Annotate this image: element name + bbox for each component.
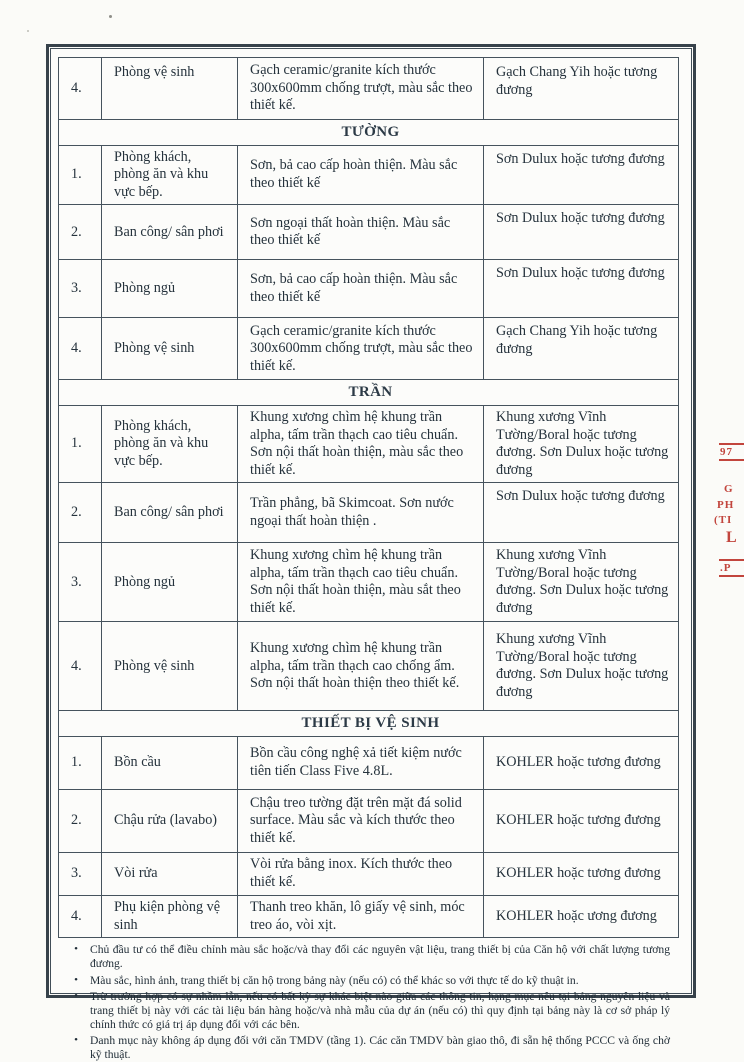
row-number-cell: 4.: [59, 58, 102, 120]
spec-cell: Chậu treo tường đặt trên mặt đá solid surface. Màu sắc và kích thước theo thiết kế.: [238, 790, 484, 853]
room-cell: Bồn cầu: [102, 737, 238, 790]
spec-cell: Sơn, bả cao cấp hoàn thiện. Màu sắc theo thiết kế: [238, 260, 484, 318]
row-number-cell: 1.: [59, 406, 102, 483]
table-row: [59, 622, 679, 711]
stamp-fragment: PH: [717, 499, 735, 511]
table-row: [59, 737, 679, 790]
table-row: [59, 145, 679, 205]
row-number-cell: 2.: [59, 205, 102, 260]
row-number-cell: 4.: [59, 622, 102, 711]
bullet-icon: •: [74, 989, 78, 1002]
table-row: [59, 896, 679, 938]
row-number-cell: 4.: [59, 896, 102, 938]
spec-cell: Khung xương chìm hệ khung trần alpha, tấm trần thạch cao chống ẩm. Sơn nội thất hoàn thiện theo thiết kế.: [238, 622, 484, 711]
table-row: [59, 58, 679, 120]
brand-cell: KOHLER hoặc tương đương: [484, 853, 679, 896]
table-row: [59, 543, 679, 622]
spec-cell: Khung xương chìm hệ khung trần alpha, tấm trần thạch cao tiêu chuẩn. Sơn nội thất hoàn thiện, màu sắt theo thiết kế.: [238, 543, 484, 622]
spec-table: [58, 57, 679, 938]
spec-cell: Gạch ceramic/granite kích thước 300x600mm chống trượt, màu sắc theo thiết kế.: [238, 318, 484, 380]
section-title: THIẾT BỊ VỆ SINH: [59, 711, 679, 737]
section-header-row: [59, 120, 679, 146]
footnote-item: [62, 990, 674, 1032]
brand-cell: KOHLER hoặc tương đương: [484, 790, 679, 853]
section-title: TRẦN: [59, 380, 679, 406]
room-cell: Ban công/ sân phơi: [102, 483, 238, 543]
room-cell: Phòng ngủ: [102, 260, 238, 318]
footnotes: [62, 943, 674, 1062]
room-cell: Phụ kiện phòng vệ sinh: [102, 896, 238, 938]
section-header-row: [59, 711, 679, 737]
spec-cell: Vòi rửa bằng inox. Kích thước theo thiết kế.: [238, 853, 484, 896]
table-row: [59, 318, 679, 380]
room-cell: Vòi rửa: [102, 853, 238, 896]
table-row: [59, 260, 679, 318]
brand-cell: Sơn Dulux hoặc tương đương: [484, 483, 679, 543]
stamp-fragment: L: [726, 529, 737, 546]
bullet-icon: •: [74, 973, 78, 986]
brand-cell: Gạch Chang Yih hoặc tương đương: [484, 58, 679, 120]
spec-cell: Thanh treo khăn, lô giấy vệ sinh, móc treo áo, vòi xịt.: [238, 896, 484, 938]
row-number-cell: 3.: [59, 543, 102, 622]
stamp-fragment: .P: [719, 559, 744, 577]
brand-cell: KOHLER hoặc tương đương: [484, 737, 679, 790]
row-number-cell: 1.: [59, 145, 102, 205]
scan-speck: [109, 15, 112, 18]
brand-cell: Sơn Dulux hoặc tương đương: [484, 145, 679, 205]
room-cell: Ban công/ sân phơi: [102, 205, 238, 260]
bullet-icon: •: [74, 943, 78, 956]
footnote-text: Chủ đầu tư có thể điều chỉnh màu sắc hoặc/và thay đổi các nguyên vật liệu, trang thiết bị của Căn hộ với chất lượng tương đương.: [90, 943, 670, 971]
brand-cell: Sơn Dulux hoặc tương đương: [484, 205, 679, 260]
scan-speck: [27, 30, 29, 32]
room-cell: Phòng vệ sinh: [102, 318, 238, 380]
footnote-text: Trừ trường hợp có sự nhầm lẫn, nếu có bất kỳ sự khác biệt nào giữa các thông tin, hạng mục nêu tại bảng nguyên liệu và trang thiết bị này với các tài liệu bán hàng hoặc/và nhà mẫu của dự án (nếu có) thì quy định tại bảng này là cơ sở pháp lý chính thức có giá trị áp dụng đối với các bên.: [90, 989, 670, 1031]
stamp-fragment: (TI: [714, 514, 733, 526]
room-cell: Phòng ngủ: [102, 543, 238, 622]
row-number-cell: 1.: [59, 737, 102, 790]
row-number-cell: 3.: [59, 853, 102, 896]
row-number-cell: 3.: [59, 260, 102, 318]
room-cell: Phòng vệ sinh: [102, 622, 238, 711]
room-cell: Phòng vệ sinh: [102, 58, 238, 120]
row-number-cell: 2.: [59, 483, 102, 543]
room-cell: Phòng khách, phòng ăn và khu vực bếp.: [102, 406, 238, 483]
footnote-text: Danh mục này không áp dụng đối với căn TMDV (tầng 1). Các căn TMDV bàn giao thô, đi sẵn hệ thống PCCC và ống chờ kỹ thuật.: [90, 1034, 670, 1062]
footnote-text: Màu sắc, hình ảnh, trang thiết bị căn hộ trong bảng này (nếu có) có thể khác so với thực tế do kỹ thuật in.: [90, 973, 579, 987]
table-row: [59, 853, 679, 896]
brand-cell: KOHLER hoặc ương đương: [484, 896, 679, 938]
row-number-cell: 2.: [59, 790, 102, 853]
footnote-item: [62, 974, 674, 988]
stamp-fragment: 97: [719, 443, 744, 461]
section-title: TƯỜNG: [59, 120, 679, 146]
document-frame-inner: [50, 48, 692, 1062]
spec-cell: Sơn, bả cao cấp hoàn thiện. Màu sắc theo thiết kế: [238, 145, 484, 205]
row-number-cell: 4.: [59, 318, 102, 380]
room-cell: Chậu rửa (lavabo): [102, 790, 238, 853]
footnote-item: [62, 943, 674, 971]
spec-cell: Khung xương chìm hệ khung trần alpha, tấm trần thạch cao tiêu chuẩn. Sơn nội thất hoàn thiện, màu sắc theo thiết kế.: [238, 406, 484, 483]
brand-cell: Khung xương Vĩnh Tường/Boral hoặc tương đương. Sơn Dulux hoặc tương đương: [484, 622, 679, 711]
table-row: [59, 483, 679, 543]
section-header-row: [59, 380, 679, 406]
table-row: [59, 406, 679, 483]
table-row: [59, 205, 679, 260]
spec-cell: Gạch ceramic/granite kích thước 300x600mm chống trượt, màu sắc theo thiết kế.: [238, 58, 484, 120]
table-row: [59, 790, 679, 853]
spec-cell: Bồn cầu công nghệ xả tiết kiệm nước tiên tiến Class Five 4.8L.: [238, 737, 484, 790]
room-cell: Phòng khách, phòng ăn và khu vực bếp.: [102, 145, 238, 205]
bullet-icon: •: [74, 1034, 78, 1047]
stamp-fragment: G: [724, 483, 734, 495]
spec-cell: Sơn ngoại thất hoàn thiện. Màu sắc theo thiết kế: [238, 205, 484, 260]
spec-cell: Trần phẳng, bã Skimcoat. Sơn nước ngoại thất hoàn thiện .: [238, 483, 484, 543]
document-frame: [46, 44, 696, 1062]
footnote-item: [62, 1034, 674, 1062]
brand-cell: Sơn Dulux hoặc tương đương: [484, 260, 679, 318]
brand-cell: Gạch Chang Yih hoặc tương đương: [484, 318, 679, 380]
brand-cell: Khung xương Vĩnh Tường/Boral hoặc tương đương. Sơn Dulux hoặc tương đương: [484, 543, 679, 622]
brand-cell: Khung xương Vĩnh Tường/Boral hoặc tương đương. Sơn Dulux hoặc tương đương: [484, 406, 679, 483]
